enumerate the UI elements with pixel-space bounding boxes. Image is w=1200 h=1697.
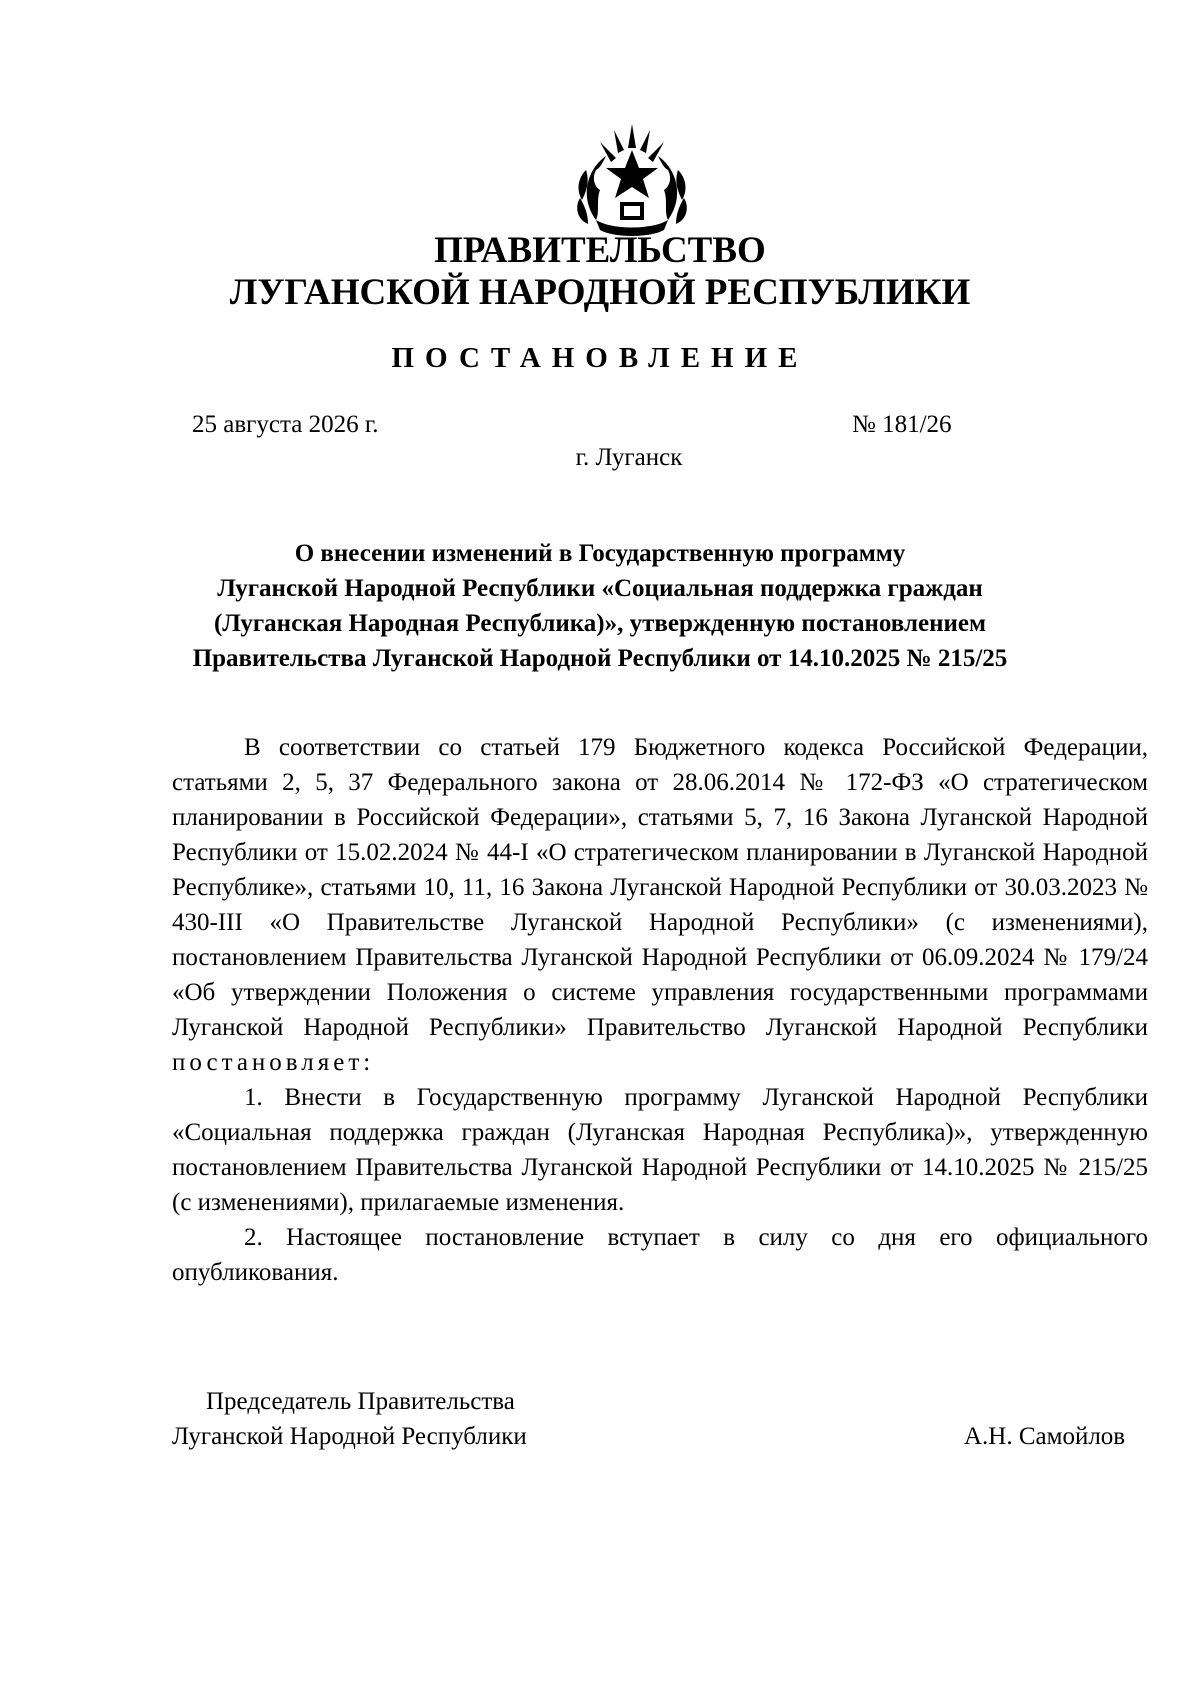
document-title-line: О внесении изменений в Государственную программу	[294, 540, 906, 567]
document-body	[172, 730, 1148, 1290]
document-type-heading: ПОСТАНОВЛЕНИЕ	[391, 342, 809, 374]
item-2-paragraph: 2. Настоящее постановление вступает в силу со дня его официального опубликования.	[172, 1224, 1148, 1286]
signatory-name: А.Н. Самойлов	[964, 1423, 1126, 1450]
document-city: г. Луганск	[575, 444, 683, 471]
organization-title-line2: ЛУГАНСКОЙ НАРОДНОЙ РЕСПУБЛИКИ	[229, 272, 971, 313]
coat-of-arms-emblem	[566, 120, 698, 238]
decree-word: постановляет:	[172, 1049, 375, 1076]
signatory-organization: Луганской Народной Республики	[172, 1423, 527, 1450]
document-title-line: (Луганская Народная Республика)», утвержденную постановлением	[213, 610, 987, 637]
item-1-paragraph: 1. Внести в Государственную программу Луганской Народной Республики «Социальная поддержка граждан (Луганская Народная Республика)», утвержденную постановлением Правительства Луганской Народной Республики от 14.10.2025 № 215/25 (с изменениями), прилагаемые изменения.	[172, 1084, 1148, 1216]
organization-title-line1: ПРАВИТЕЛЬСТВО	[434, 230, 766, 271]
document-title-line: Луганской Народной Республики «Социальная поддержка граждан	[217, 575, 983, 602]
document-date: 25 августа 2026 г.	[192, 411, 379, 438]
document-title	[150, 536, 1050, 676]
document-title-line: Правительства Луганской Народной Республики от 14.10.2025 № 215/25	[192, 645, 1008, 672]
signatory-role: Председатель Правительства	[206, 1388, 515, 1415]
preamble-paragraph	[172, 730, 1148, 1080]
document-number: № 181/26	[852, 411, 952, 438]
preamble-text: В соответствии со статьей 179 Бюджетного кодекса Российской Федерации, статьями 2, 5, 37 Федерального закона от 28.06.2014 № 172-ФЗ «О стратегическом планировании в Российской Федерации», статьями 5, 7, 16 Закона Луганской Народной Республики от 15.02.2024 № 44-I «О стратегическом планировании в Луганской Народной Республике», статьями 10, 11, 16 Закона Луганской Народной Республики от 30.03.2023 № 430-III «О Правительстве Луганской Народной Республики» (с изменениями), постановлением Правительства Луганской Народной Республики от 06.09.2024 № 179/24 «Об утверждении Положения о системе управления государственными программами Луганской Народной Республики» Правительство Луганской Народной Республики	[172, 734, 1148, 1041]
